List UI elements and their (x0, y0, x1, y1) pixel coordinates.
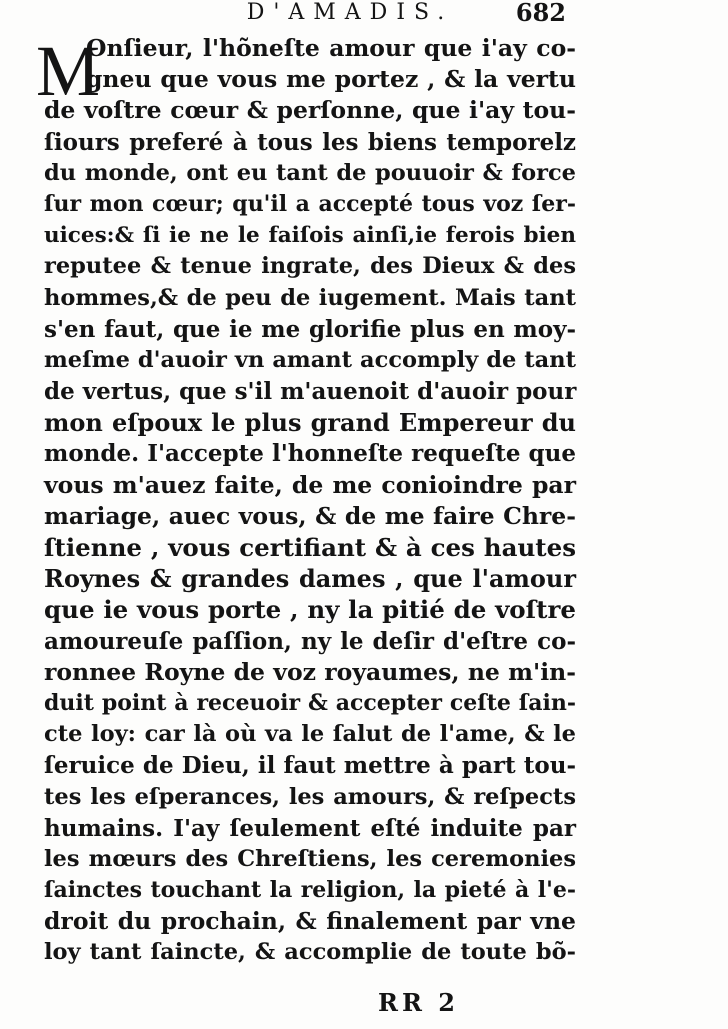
text-line: cte loy: car là où va le ſalut de l'ame, & le (44, 721, 576, 748)
page-number: 682 (515, 0, 566, 27)
text-line: loy tant ſaincte, & accomplie de toute bõ- (44, 939, 576, 966)
text-line: amoureuſe paſſion, ny le deſir d'eſtre co- (44, 627, 576, 655)
text-line: ſtienne , vous certifiant & à ces hautes (44, 533, 576, 562)
text-line: vous m'auez faite, de me conioindre par (44, 470, 576, 499)
text-line: ſur mon cœur; qu'il a accepté tous voz ſer- (44, 190, 576, 217)
text-line: Onſieur, l'hõneſte amour que i'ay co- (86, 34, 576, 62)
text-line: Roynes & grandes dames , que l'amour (44, 564, 576, 594)
text-line: droit du prochain, & finalement par vne (44, 907, 576, 936)
text-line: duit point à receuoir & accepter ceſte ſain- (44, 689, 576, 716)
text-line: monde. I'accepte l'honneſte requeſte que (44, 440, 576, 468)
text-line: gneu que vous me portez , & la vertu (86, 65, 576, 94)
text-line: hommes,& de peu de iugement. Mais tant (44, 284, 576, 311)
text-line: ſiours preferé à tous les biens temporelz (44, 128, 576, 156)
text-block (36, 33, 576, 969)
text-line: de voſtre cœur & perſonne, que i'ay tou- (44, 96, 576, 125)
text-line: ronnee Royne de voz royaumes, ne m'in- (44, 657, 576, 686)
text-line: s'en faut, que ie me glorifie plus en moy- (44, 315, 576, 343)
text-line: du monde, ont eu tant de pouuoir & force (44, 159, 576, 186)
signature-mark: RR 2 (378, 988, 459, 1017)
text-line: humains. I'ay ſeulement eſté induite par (44, 814, 576, 842)
text-line: uices:& ſi ie ne le faiſois ainſi,ie ferois bien (44, 223, 576, 249)
running-title: D'AMADIS. (246, 0, 454, 25)
text-line: les mœurs des Chreſtiens, les ceremonies (44, 845, 576, 872)
text-line: de vertus, que s'il m'auenoit d'auoir pour (44, 378, 577, 406)
text-line: reputee & tenue ingrate, des Dieux & des (44, 253, 576, 280)
drop-cap: M (36, 31, 101, 111)
text-line: mon eſpoux le plus grand Empereur du (44, 408, 576, 438)
text-line: que ie vous porte , ny la pitié de voſtre (44, 595, 576, 625)
text-line: ſainctes touchant la religion, la pieté à l'e- (44, 877, 576, 904)
text-line: ſeruice de Dieu, il faut mettre à part tou- (44, 752, 576, 780)
text-line: mariage, auec vous, & de me faire Chre- (44, 501, 576, 530)
text-line: tes les eſperances, les amours, & reſpects (44, 783, 576, 810)
text-line: meſme d'auoir vn amant accomply de tant (44, 346, 576, 373)
